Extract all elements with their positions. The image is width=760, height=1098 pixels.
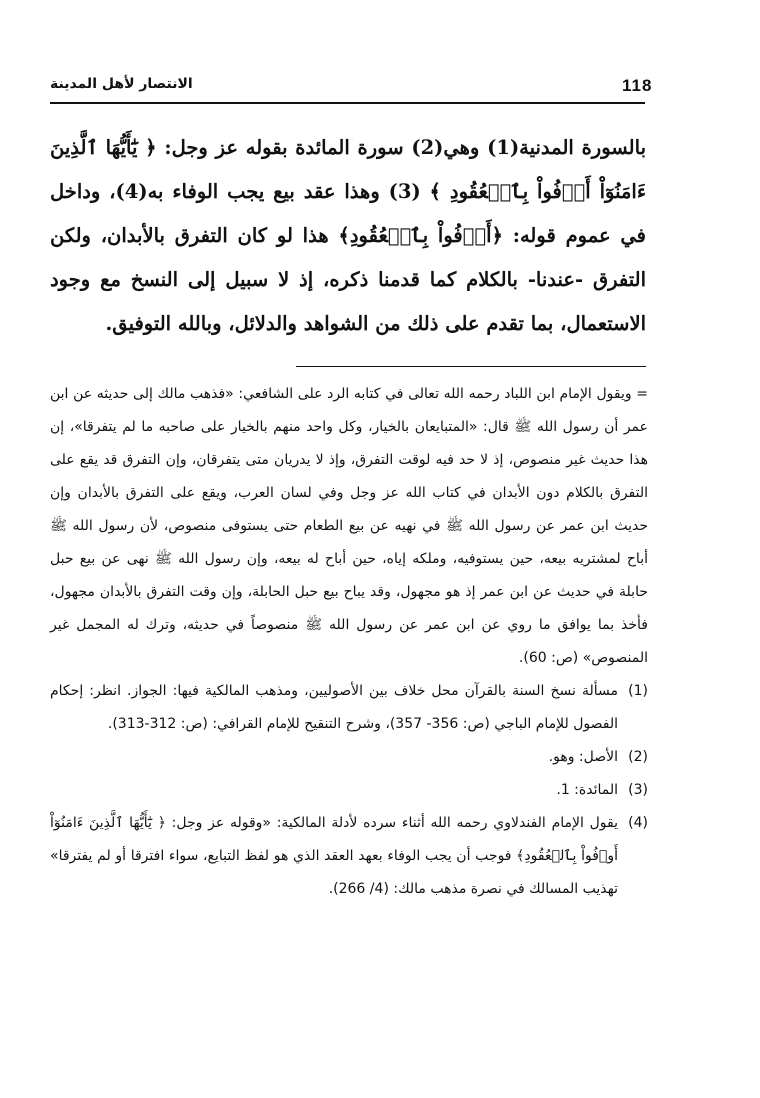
running-title: الانتصار لأهل المدينة xyxy=(50,76,193,92)
page-header xyxy=(50,74,653,104)
footnote-1 xyxy=(50,675,648,741)
footnote-number: (2) xyxy=(628,749,648,765)
footnotes xyxy=(50,378,648,906)
main-paragraph: بالسورة المدنية(1) وهي(2) سورة المائدة بقوله عز وجل: ﴿ يَٰٓأَيُّهَا ٱلَّذِينَ ءَامَنُوٓاْ أَوۡفُواْ بِٱلۡعُقُودِ ﴾ (3) وهذا عقد بيع يجب الوفاء به(4)، وداخل في عموم قوله: ﴿أَوۡفُواْ بِٱلۡعُقُودِ﴾ هذا لو كان التفرق بالأبدان، ولكن التفرق -عندنا- بالكلام كما قدمنا ذكره، إذ لا سبيل إلى النسخ مع وجود الاستعمال، بما تقدم على ذلك من الشواهد والدلائل، وبالله التوفيق. xyxy=(50,136,646,335)
page-number: 118 xyxy=(622,76,653,95)
footnote-text: الأصل: وهو. xyxy=(548,749,618,765)
footnote-text: المائدة: 1. xyxy=(556,782,618,798)
footnote-number: (4) xyxy=(628,815,648,831)
footnote-separator xyxy=(296,366,646,367)
footnote-number: (1) xyxy=(628,683,648,699)
footnote-2 xyxy=(50,741,648,774)
footnote-number: (3) xyxy=(628,782,648,798)
footnote-continuation: = ويقول الإمام ابن اللباد رحمه الله تعالى في كتابه الرد على الشافعي: «فذهب مالك إلى حديثه عن ابن عمر أن رسول الله ﷺ قال: «المتبايعان بالخيار، وكل واحد منهم بالخيار على صاحبه ما لم يتفرقا»، إن هذا حديث غير منصوص، إذ لا حد فيه لوقت التفرق، وإذ لا يدريان متى يتفرقان، وإن التفرق قد يقع على التفرق بالكلام دون الأبدان في كتاب الله عز وجل وفي لسان العرب، ويقع على التفرق بالأبدان وإن حديث ابن عمر عن رسول الله ﷺ في نهيه عن بيع الطعام حتى يستوفى منصوص، لأن رسول الله ﷺ أباح لمشتريه بيعه، حين يستوفيه، وملكه إياه، حين أباح له بيعه، وإن رسول الله ﷺ نهى عن بيع حبل حابلة في حديث عن ابن عمر إذ هو مجهول، وقد يباح بيع حبل الحابلة، وإن وقت التفرق بالأبدان مجهول، فأخذ بما يوافق ما روي عن ابن عمر عن رسول الله ﷺ منصوصاً في حديثه، وترك له المجمل غير المنصوص» (ص: 60). xyxy=(50,386,648,666)
footnote-text: مسألة نسخ السنة بالقرآن محل خلاف بين الأصوليين، ومذهب المالكية فيها: الجواز. انظر: إحكام الفصول للإمام الباجي (ص: 356- 357)، وشرح التنقيح للإمام القرافي: (ص: 312-313). xyxy=(50,683,618,732)
footnote-3 xyxy=(50,774,648,807)
footnote-4 xyxy=(50,807,648,906)
main-text xyxy=(50,126,646,346)
footnote-text: يقول الإمام الفندلاوي رحمه الله أثناء سرده لأدلة المالكية: «وقوله عز وجل: ﴿ يَٰٓأَيُّهَا ٱلَّذِينَ ءَامَنُوٓاْ أَوۡفُواْ بِٱلۡعُقُودِ﴾ فوجب أن يجب الوفاء بعهد العقد الذي هو لفظ التبايع، سواء افترقا أو لم يفترقا» تهذيب المسالك في نصرة مذهب مالك: (4/ 266). xyxy=(50,815,618,897)
